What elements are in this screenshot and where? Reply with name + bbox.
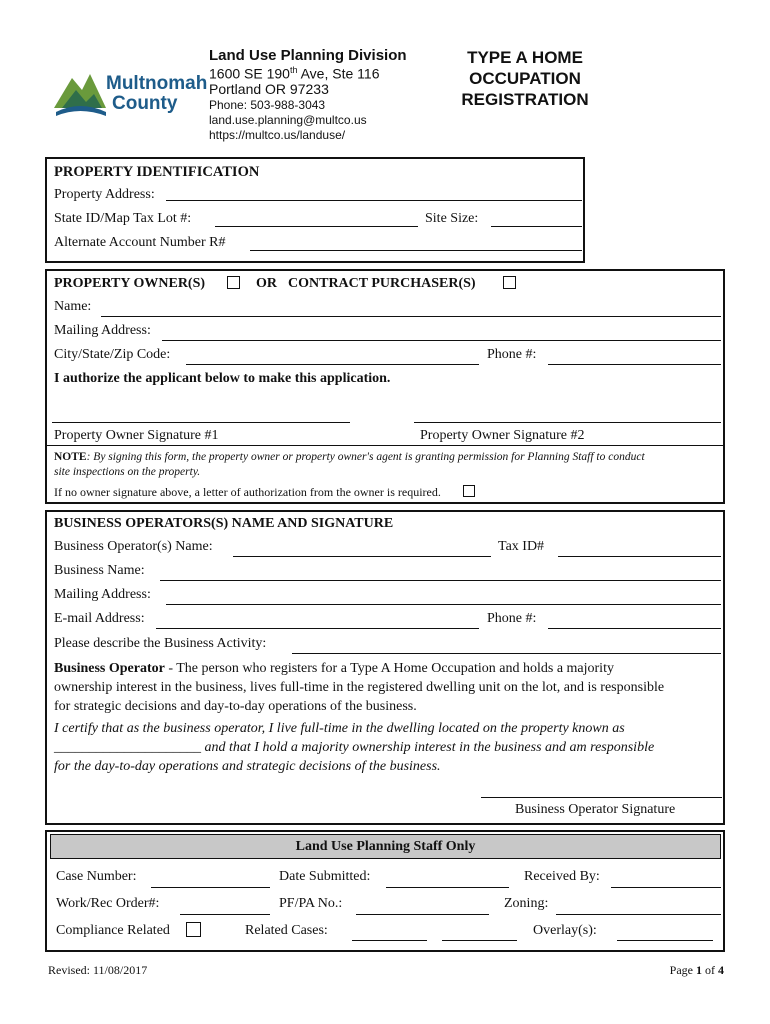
owner-phone-label: Phone #: [487,347,537,362]
related-cases-label: Related Cases: [245,923,328,938]
address-line-1-pre: 1600 SE 190 [209,65,290,82]
compliance-related-checkbox[interactable] [186,922,201,937]
owner-signature-1-field[interactable] [52,422,350,423]
alt-account-label: Alternate Account Number R# [54,235,226,250]
operator-phone-label: Phone #: [487,611,537,626]
division-name: Land Use Planning Division [209,47,407,64]
business-name-label: Business Name: [54,563,145,578]
division-email[interactable]: land.use.planning@multco.us [209,113,367,127]
division-url[interactable]: https://multco.us/landuse/ [209,128,346,142]
overlays-label: Overlay(s): [533,923,597,938]
zoning-label: Zoning: [504,896,549,911]
division-address-1 [209,65,379,82]
division-address-2: Portland OR 97233 [209,81,329,97]
site-size-field[interactable] [491,226,582,227]
state-id-field[interactable] [215,226,418,227]
address-line-1-sup: th [289,65,298,75]
owner-mailing-field[interactable] [162,340,721,341]
address-line-1-post: Ave, Ste 116 [297,65,380,82]
operator-mailing-label: Mailing Address: [54,587,151,602]
purchaser-heading: CONTRACT PURCHASER(S) [288,276,476,291]
operator-phone-field[interactable] [548,628,721,629]
operator-signature-field[interactable] [481,797,722,798]
site-size-label: Site Size: [425,211,479,226]
owner-signature-1-label: Property Owner Signature #1 [54,428,219,443]
business-name-field[interactable] [160,580,721,581]
owner-name-label: Name: [54,299,92,314]
certify-line-2: _____________________ and that I hold a majority ownership interest in the business and am responsible [54,740,655,755]
business-operator-definition [54,659,722,716]
owner-heading-or: OR [256,276,277,291]
logo-text-multnomah: Multnomah [106,73,208,94]
certify-line-3: for the day-to-day operations and strategic decisions of the business. [54,759,441,774]
work-order-field[interactable] [180,914,270,915]
property-heading: PROPERTY IDENTIFICATION [54,164,260,180]
definition-text-2: ownership interest in the business, lives full-time in the registered dwelling unit on the lot, and is responsible [54,680,665,695]
owner-signature-2-field[interactable] [414,422,721,423]
county-logo [52,68,208,120]
operator-mailing-field[interactable] [166,604,721,605]
zoning-field[interactable] [556,914,721,915]
related-cases-field-1[interactable] [352,940,427,941]
form-title-line-2: OCCUPATION [469,69,581,88]
owner-heading: PROPERTY OWNER(S) [54,276,206,291]
form-title [440,47,610,110]
note-text-2: site inspections on the property. [54,466,201,478]
operator-signature-label: Business Operator Signature [515,802,676,817]
related-cases-field-2[interactable] [442,940,517,941]
state-id-label: State ID/Map Tax Lot #: [54,211,192,226]
operator-names-label: Business Operator(s) Name: [54,539,213,554]
owner-signature-2-label: Property Owner Signature #2 [420,428,585,443]
operator-email-label: E-mail Address: [54,611,145,626]
received-by-label: Received By: [524,869,600,884]
revised-date: Revised: 11/08/2017 [48,963,148,977]
page-current: 1 [696,963,702,977]
page-number [660,963,724,978]
form-title-line-3: REGISTRATION [461,90,589,109]
owner-city-label: City/State/Zip Code: [54,347,171,362]
work-order-label: Work/Rec Order#: [56,896,160,911]
certification-statement [54,719,722,776]
owner-mailing-label: Mailing Address: [54,323,151,338]
property-address-label: Property Address: [54,187,155,202]
definition-term: Business Operator [54,661,165,676]
note-text-1: : By signing this form, the property owner or property owner's agent is granting permission for Planning Staff to conduct [86,451,645,463]
page-pre: Page [669,963,696,977]
property-address-field[interactable] [166,200,582,201]
no-signature-note: If no owner signature above, a letter of authorization from the owner is required. [54,485,441,499]
logo-text-county: County [112,93,178,114]
contract-purchaser-checkbox[interactable] [503,276,516,289]
property-owner-checkbox[interactable] [227,276,240,289]
business-activity-label: Please describe the Business Activity: [54,636,267,651]
letter-of-authorization-checkbox[interactable] [463,485,475,497]
definition-text-1: - The person who registers for a Type A Home Occupation and holds a majority [164,661,614,676]
owner-city-field[interactable] [186,364,479,365]
compliance-related-label: Compliance Related [56,923,170,938]
owner-phone-field[interactable] [548,364,721,365]
page-of: of [702,963,718,977]
owner-name-field[interactable] [101,316,721,317]
staff-heading: Land Use Planning Staff Only [295,839,476,854]
tax-id-label: Tax ID# [498,539,545,554]
received-by-field[interactable] [611,887,721,888]
division-phone: Phone: 503-988-3043 [209,98,326,112]
mountain-logo-icon [52,68,108,118]
certify-line-1: I certify that as the business operator, I live full-time in the dwelling located on the property known as [54,721,625,736]
date-submitted-label: Date Submitted: [279,869,371,884]
operator-email-field[interactable] [156,628,479,629]
pfpa-field[interactable] [356,914,489,915]
business-activity-field[interactable] [292,653,721,654]
overlays-field[interactable] [617,940,713,941]
definition-text-3: for strategic decisions and day-to-day operations of the business. [54,699,417,714]
form-title-line-1: TYPE A HOME [467,48,583,67]
operator-names-field[interactable] [233,556,491,557]
date-submitted-field[interactable] [386,887,509,888]
owner-note [54,450,645,480]
case-number-label: Case Number: [56,869,137,884]
case-number-field[interactable] [151,887,270,888]
authorize-statement: I authorize the applicant below to make this application. [54,371,391,386]
owner-divider [47,445,723,446]
page-total: 4 [718,963,724,977]
note-label: NOTE [54,451,87,463]
pfpa-label: PF/PA No.: [279,896,343,911]
operator-heading: BUSINESS OPERATORS(S) NAME AND SIGNATURE [54,516,394,531]
tax-id-field[interactable] [558,556,721,557]
alt-account-field[interactable] [250,250,582,251]
